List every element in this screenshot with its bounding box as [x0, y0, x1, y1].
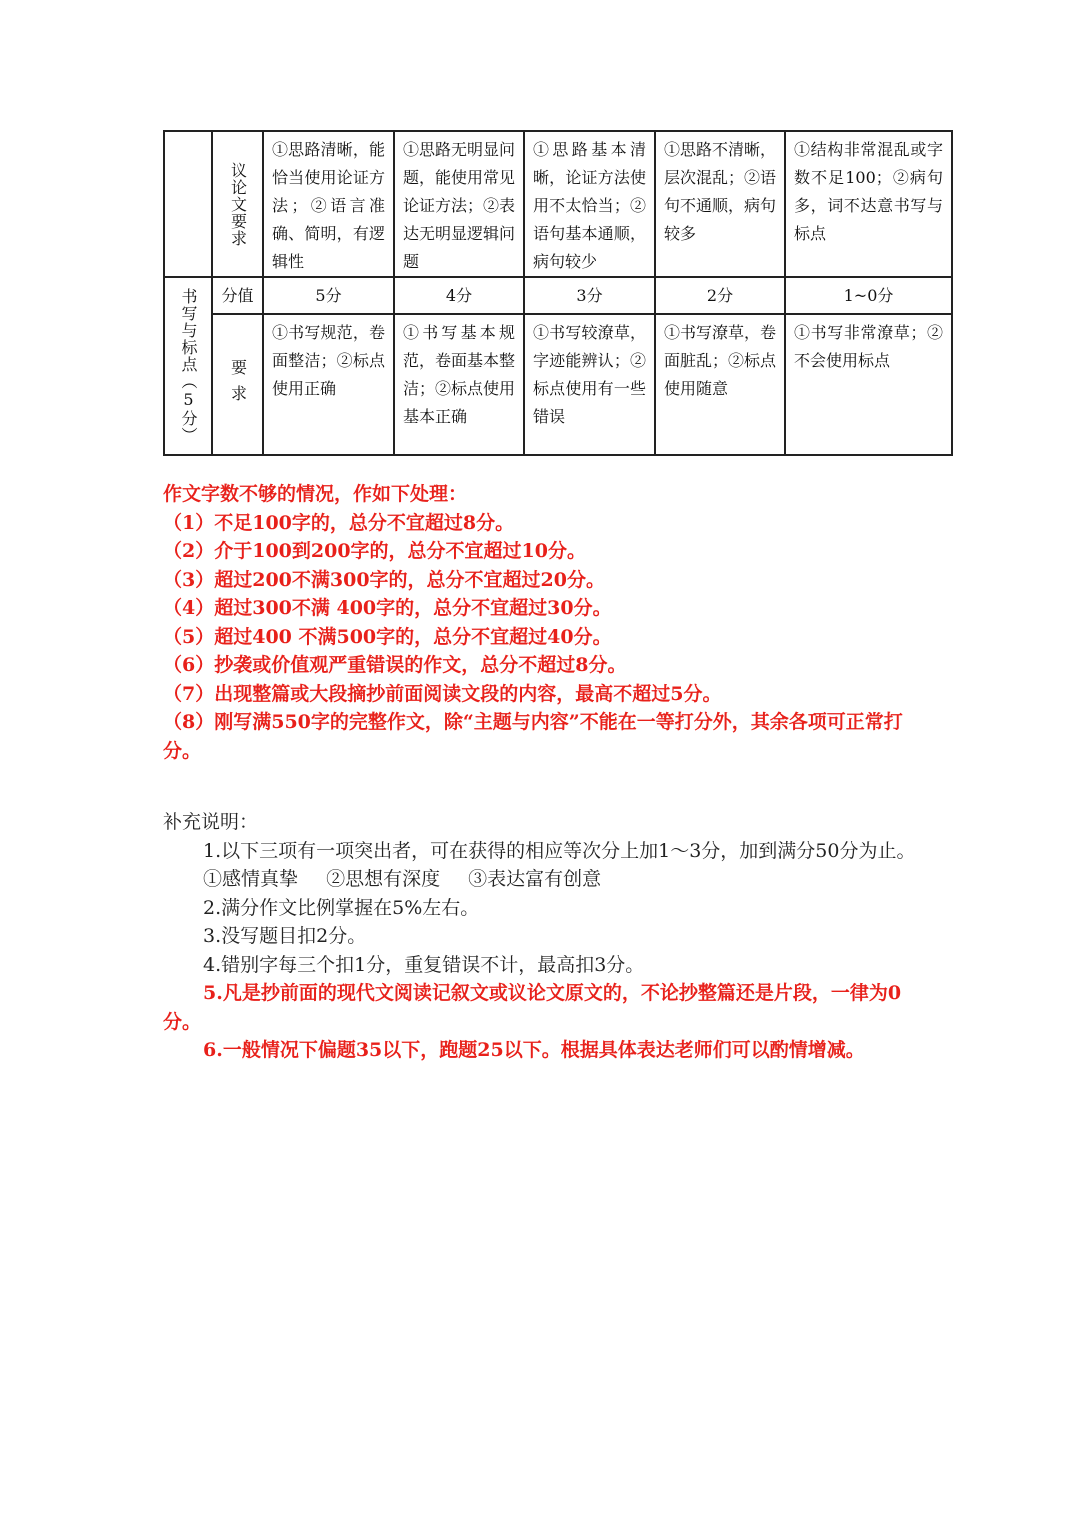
word-count-rule: （2）介于100到200字的，总分不宜超过10分。 — [163, 540, 586, 562]
bonus-option: ②思想有深度 — [326, 868, 441, 890]
score-level-5: 1~0分 — [785, 277, 952, 314]
score-level-3: 3分 — [524, 277, 655, 314]
notes-heading: 补充说明： — [163, 811, 259, 833]
writing-requirements-row — [164, 314, 952, 455]
argument-cell-level-4: ①思路不清晰，层次混乱；②语句不通顺，病句较多 — [655, 131, 785, 277]
word-count-rule: （3）超过200不满300字的，总分不宜超过20分。 — [163, 568, 605, 591]
argument-cell-level-3: ①思路基本清晰，论证方法使用不太恰当；②语句基本通顺，病句较少 — [524, 131, 655, 277]
note-item-1: 1.以下三项有一项突出者，可在获得的相应等次分上加1～3分，加到满分50分为止。 — [203, 839, 916, 862]
bonus-options — [163, 865, 923, 894]
note-item-6: 6.一般情况下偏题35以下，跑题25以下。根据具体表达老师们可以酌情增减。 — [203, 1039, 865, 1061]
word-count-rule: （4）超过300不满 400字的，总分不宜超过30分。 — [163, 597, 612, 619]
argument-cell-level-1: ①思路清晰，能恰当使用论证方法；②语言准确、简明，有逻辑性 — [263, 131, 394, 277]
word-count-rule: （8）刚写满550字的完整作文，除“主题与内容”不能在一等打分外，其余各项可正常打分。 — [163, 711, 903, 762]
scoring-rubric-table — [163, 130, 953, 456]
word-count-rule: （1）不足100字的，总分不宜超过8分。 — [163, 511, 515, 534]
requirements-label: 要求 — [212, 314, 263, 455]
note-item-2: 2.满分作文比例掌握在5%左右。 — [203, 896, 480, 919]
argument-cell-level-5: ①结构非常混乱或字数不足100；②病句多，词不达意书写与标点 — [785, 131, 952, 277]
writing-req-level-3: ①书写较潦草，字迹能辨认；②标点使用有一些错误 — [524, 314, 655, 455]
writing-section-label: 书写与标点（5分） — [164, 277, 212, 455]
note-item-5: 5.凡是抄前面的现代文阅读记叙文或议论文原文的，不论抄整篇还是片段，一律为0分。 — [163, 982, 902, 1033]
word-count-rule: （7）出现整篇或大段摘抄前面阅读文段的内容，最高不超过5分。 — [163, 682, 722, 705]
word-count-rules — [163, 480, 933, 765]
writing-req-level-1: ①书写规范，卷面整洁；②标点使用正确 — [263, 314, 394, 455]
word-count-heading: 作文字数不够的情况，作如下处理： — [163, 483, 468, 505]
note-item-3: 3.没写题目扣2分。 — [203, 925, 367, 947]
writing-req-level-5: ①书写非常潦草；②不会使用标点 — [785, 314, 952, 455]
word-count-rule: （5）超过400 不满500字的，总分不宜超过40分。 — [163, 625, 612, 648]
score-level-1: 5分 — [263, 277, 394, 314]
argument-cell-level-2: ①思路无明显问题，能使用常见论证方法；②表达无明显逻辑问题 — [394, 131, 524, 277]
bonus-option: ③表达富有创意 — [468, 868, 602, 890]
argument-requirements-row — [164, 131, 952, 277]
word-count-rule: （6）抄袭或价值观严重错误的作文，总分不超过8分。 — [163, 654, 627, 676]
score-level-4: 2分 — [655, 277, 785, 314]
writing-score-row — [164, 277, 952, 314]
argument-requirements-label: 议论文要求 — [212, 131, 263, 277]
writing-req-level-4: ①书写潦草，卷面脏乱；②标点使用随意 — [655, 314, 785, 455]
empty-category-cell — [164, 131, 212, 277]
bonus-option: ①感情真挚 — [203, 868, 299, 890]
note-item-4: 4.错别字每三个扣1分，重复错误不计，最高扣3分。 — [203, 953, 645, 976]
score-level-2: 4分 — [394, 277, 524, 314]
score-label: 分值 — [212, 277, 263, 314]
writing-req-level-2: ①书写基本规范，卷面基本整洁；②标点使用基本正确 — [394, 314, 524, 455]
supplementary-notes — [163, 808, 923, 1065]
